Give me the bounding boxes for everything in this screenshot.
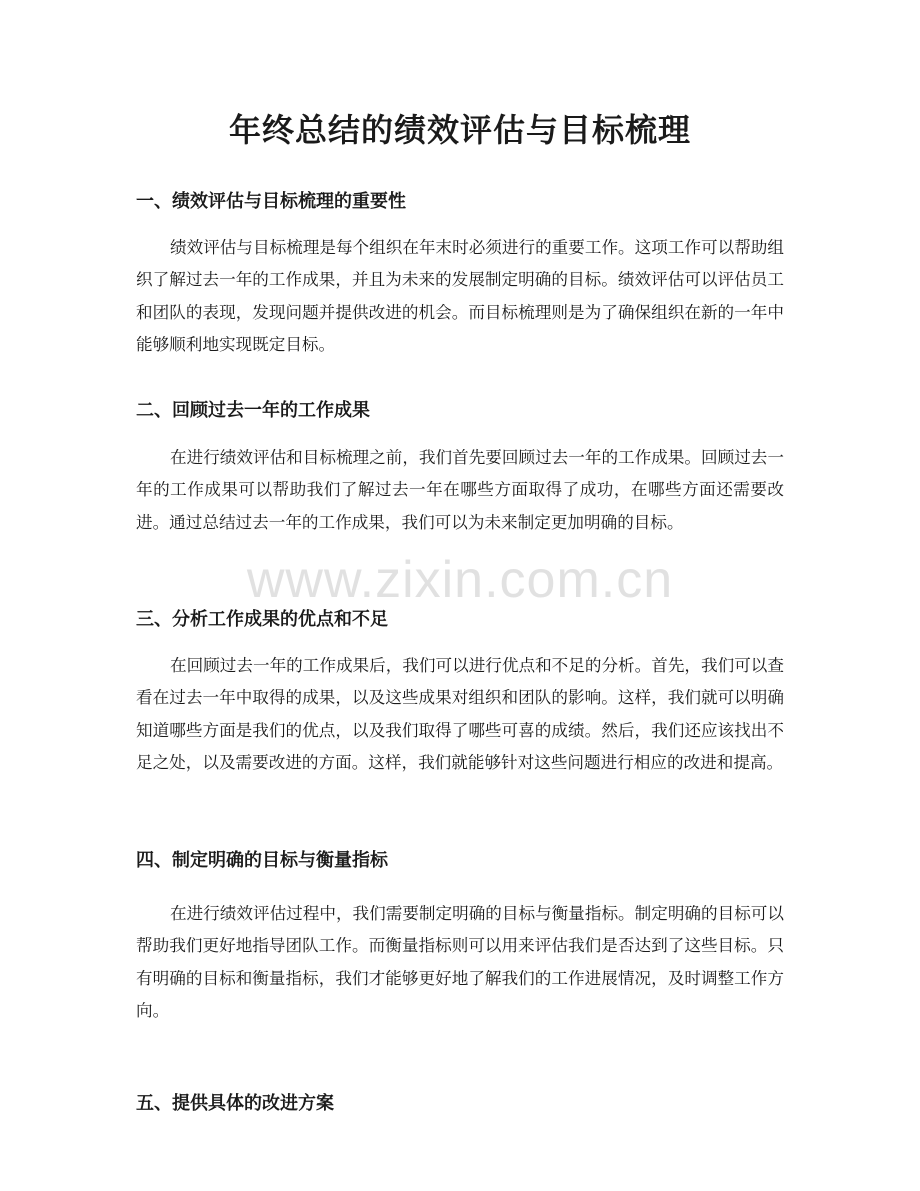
section-paragraph-1: 绩效评估与目标梳理是每个组织在年末时必须进行的重要工作。这项工作可以帮助组织了解过去一年的工作成果，并且为未来的发展制定明确的目标。绩效评估可以评估员工和团队的表现，发现问题并提供改进的机会。而目标梳理则是为了确保组织在新的一年中能够顺利地实现既定目标。 [136,238,784,354]
section-heading-3: 三、分析工作成果的优点和不足 [136,609,388,630]
watermark-text: www.zixin.com.cn [246,551,674,609]
section-heading-2: 二、回顾过去一年的工作成果 [136,400,370,421]
section-paragraph-2: 在进行绩效评估和目标梳理之前，我们首先要回顾过去一年的工作成果。回顾过去一年的工作成果可以帮助我们了解过去一年在哪些方面取得了成功，在哪些方面还需要改进。通过总结过去一年的工作成果，我们可以为未来制定更加明确的目标。 [136,448,784,532]
document-title: 年终总结的绩效评估与目标梳理 [228,111,691,149]
section-paragraph-4: 在进行绩效评估过程中，我们需要制定明确的目标与衡量指标。制定明确的目标可以帮助我们更好地指导团队工作。而衡量指标则可以用来评估我们是否达到了这些目标。只有明确的目标和衡量指标，我们才能够更好地了解我们的工作进展情况，及时调整工作方向。 [136,904,784,1020]
section-paragraph-3: 在回顾过去一年的工作成果后，我们可以进行优点和不足的分析。首先，我们可以查看在过去一年中取得的成果，以及这些成果对组织和团队的影响。这样，我们就可以明确知道哪些方面是我们的优点，以及我们取得了哪些可喜的成绩。然后，我们还应该找出不足之处，以及需要改进的方面。这样，我们就能够针对这些问题进行相应的改进和提高。 [136,656,784,772]
section-heading-4: 四、制定明确的目标与衡量指标 [136,850,388,871]
section-heading-1: 一、绩效评估与目标梳理的重要性 [136,191,406,212]
section-heading-5: 五、提供具体的改进方案 [136,1093,334,1114]
